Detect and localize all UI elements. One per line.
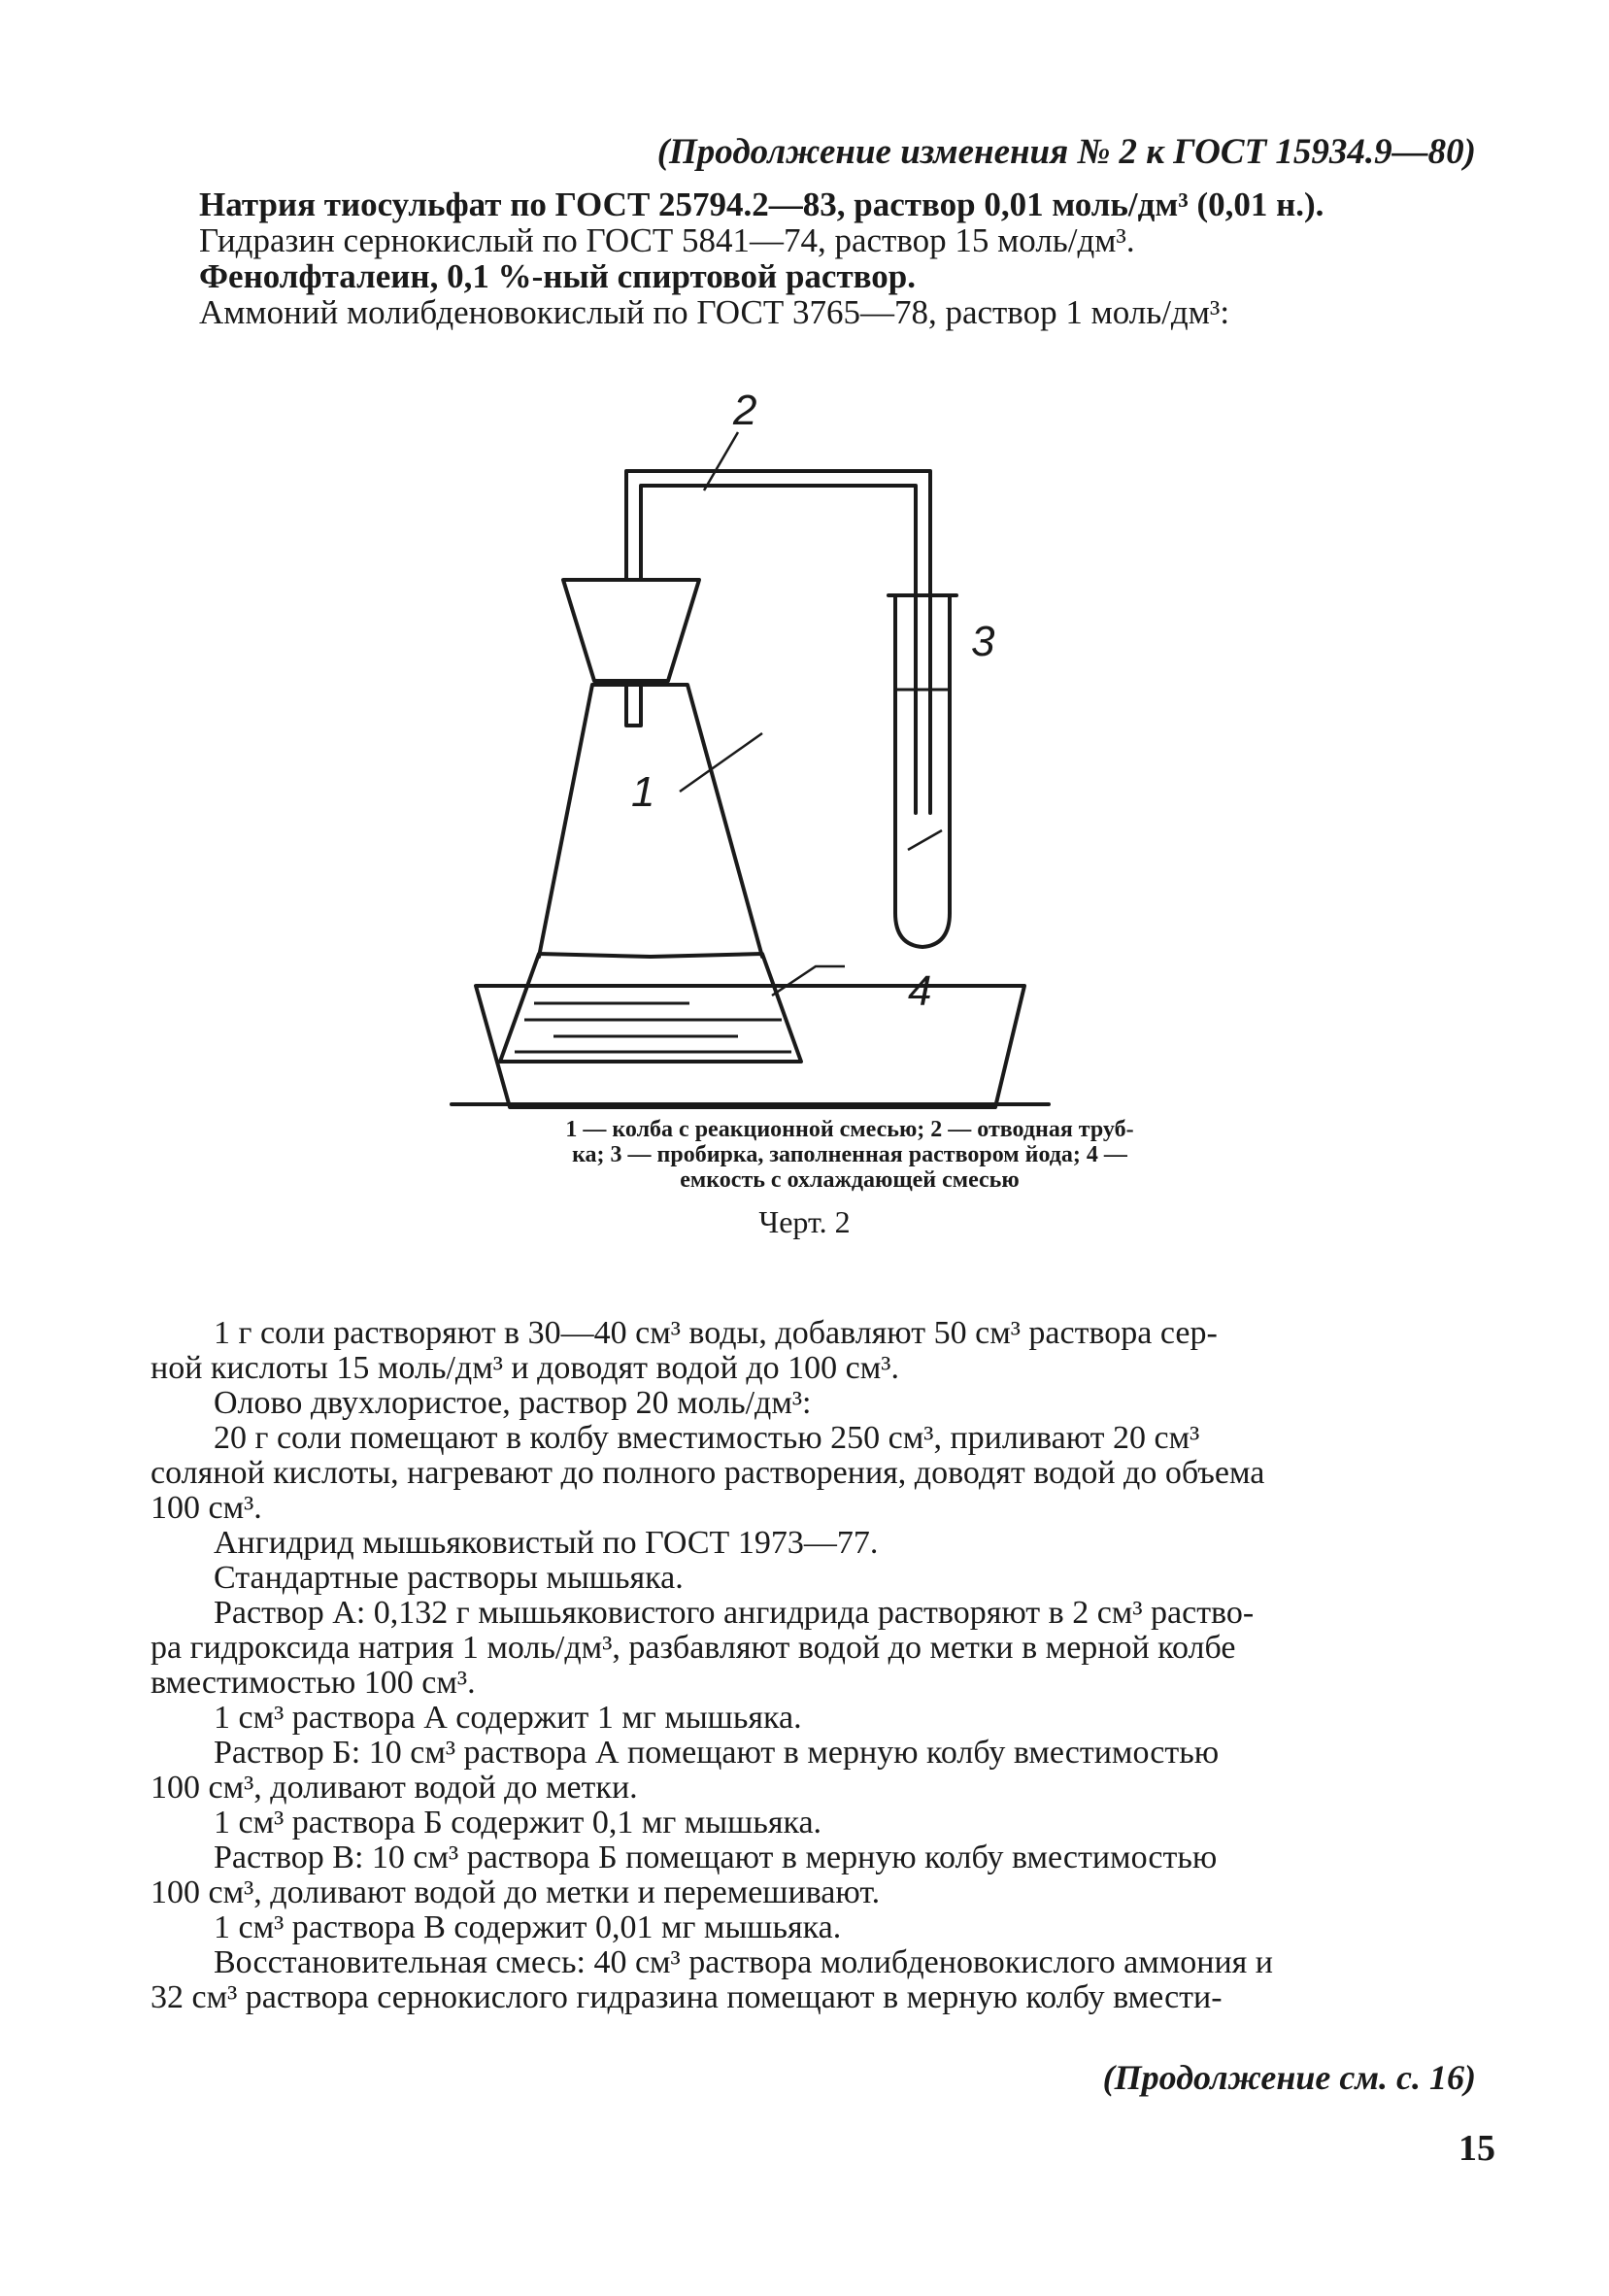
body-text xyxy=(151,1316,1491,2015)
paragraph-line: вместимостью 100 см³. xyxy=(151,1665,476,1701)
paragraph-line: 1 см³ раствора В содержит 0,01 мг мышьяка. xyxy=(214,1909,842,1945)
tube-end-in-flask xyxy=(626,681,641,726)
paragraph-line: Раствор В: 10 см³ раствора Б помещают в мерную колбу вместимостью xyxy=(214,1840,1218,1875)
paragraph-line: 100 см³, доливают водой до метки. xyxy=(151,1770,638,1806)
paragraph-line: 20 г соли помещают в колбу вместимостью 250 см³, приливают 20 см³ xyxy=(214,1420,1200,1456)
legend-line: емкость с охлаждающей смесью xyxy=(680,1167,1020,1193)
legend-line: ка; 3 — пробирка, заполненная раствором йода; 4 — xyxy=(572,1142,1127,1167)
flask-body xyxy=(539,685,762,957)
paragraph-line: Раствор А: 0,132 г мышьяковистого ангидрида растворяют в 2 см³ раство- xyxy=(214,1595,1255,1631)
test-tube xyxy=(895,595,950,947)
label-cooling-bath: 4 xyxy=(908,967,932,1015)
paragraph-line: ра гидроксида натрия 1 моль/дм³, разбавляют водой до метки в мерной колбе xyxy=(151,1630,1236,1666)
flask-stopper xyxy=(563,580,699,681)
paragraph-line: 100 см³. xyxy=(151,1490,262,1526)
continuation-footer: (Продолжение см. с. 16) xyxy=(1102,2058,1476,2097)
reagent-hydrazine-sulfate: Гидразин сернокислый по ГОСТ 5841—74, раствор 15 моль/дм³. xyxy=(199,221,1135,259)
paragraph-line: Стандартные растворы мышьяка. xyxy=(214,1560,684,1596)
reagent-sodium-thiosulfate: Натрия тиосульфат по ГОСТ 25794.2—83, раствор 0,01 моль/дм³ (0,01 н.). xyxy=(199,186,1324,223)
paragraph-line: Раствор Б: 10 см³ раствора А помещают в мерную колбу вместимостью xyxy=(214,1735,1220,1771)
paragraph-line: 1 см³ раствора Б содержит 0,1 мг мышьяка. xyxy=(214,1805,822,1840)
paragraph-line: 32 см³ раствора сернокислого гидразина помещают в мерную колбу вмести- xyxy=(151,1979,1223,2015)
label-test-tube: 3 xyxy=(971,618,995,665)
paragraph-line: 1 см³ раствора А содержит 1 мг мышьяка. xyxy=(214,1700,802,1736)
apparatus-diagram xyxy=(447,374,1068,1112)
paragraph-line: 100 см³, доливают водой до метки и перемешивают. xyxy=(151,1874,881,1910)
paragraph-line: 1 г соли растворяют в 30—40 см³ воды, добавляют 50 см³ раствора сер- xyxy=(214,1315,1218,1351)
reaction-flask xyxy=(500,954,801,1062)
continuation-header: (Продолжение изменения № 2 к ГОСТ 15934.9—80) xyxy=(656,132,1476,172)
paragraph-line: Восстановительная смесь: 40 см³ раствора молибденовокислого аммония и xyxy=(214,1944,1274,1980)
reagents-list xyxy=(199,186,1491,330)
page-number: 15 xyxy=(1458,2128,1495,2169)
reagent-ammonium-molybdate: Аммоний молибденовокислый по ГОСТ 3765—78, раствор 1 моль/дм³: xyxy=(199,293,1230,331)
outlet-tube-inner xyxy=(641,486,916,813)
figure-title: Черт. 2 xyxy=(758,1204,851,1239)
figure-legend xyxy=(442,1117,1257,1193)
label-outlet-tube: 2 xyxy=(733,387,757,434)
paragraph-line: Ангидрид мышьяковистый по ГОСТ 1973—77. xyxy=(214,1525,879,1561)
reagent-phenolphthalein: Фенолфталеин, 0,1 %-ный спиртовой раствор. xyxy=(199,257,917,295)
outlet-tube-outer xyxy=(626,471,930,813)
apparatus-svg xyxy=(447,374,1068,1112)
label-flask: 1 xyxy=(631,768,655,816)
paragraph-line: соляной кислоты, нагревают до полного растворения, доводят водой до объема xyxy=(151,1455,1265,1491)
legend-line: 1 — колба с реакционной смесью; 2 — отводная труб- xyxy=(565,1117,1134,1142)
paragraph-line: Олово двухлористое, раствор 20 моль/дм³: xyxy=(214,1385,812,1421)
paragraph-line: ной кислоты 15 моль/дм³ и доводят водой до 100 см³. xyxy=(151,1350,899,1386)
